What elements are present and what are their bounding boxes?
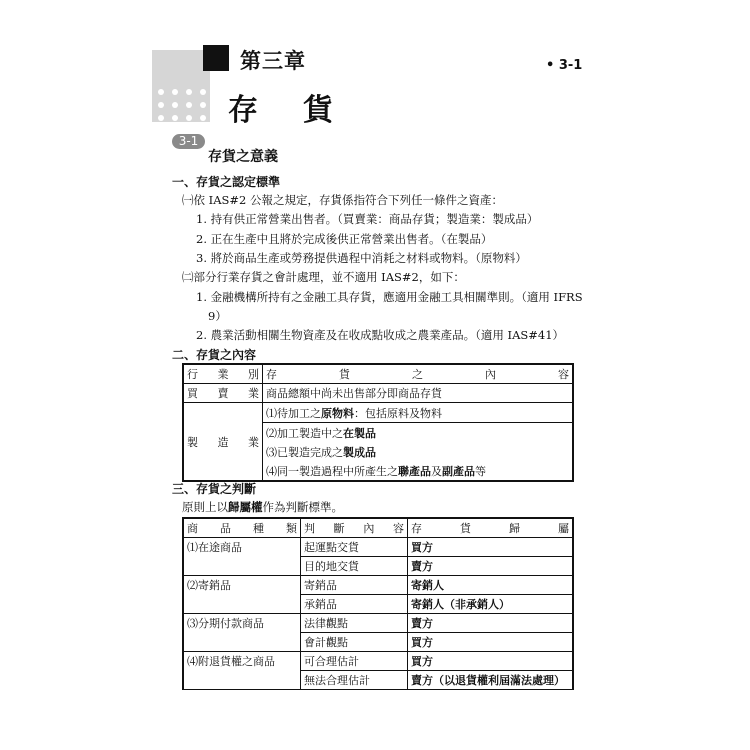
table-row: [183, 384, 573, 403]
ownership-cell: 買方: [408, 652, 574, 671]
table-header-row: [183, 364, 573, 384]
mfg-item-wip: ⑵加工製造中之在製品: [266, 427, 376, 440]
ownership-cell: 賣方（以退貨權利屆滿法處理）: [408, 671, 574, 690]
page-number: • 3-1: [546, 58, 583, 73]
criteria-cell: 會計觀點: [301, 633, 408, 652]
mfg-item-raw: ⑴待加工之原物料：包括原料及物料: [263, 403, 572, 423]
table-row: [183, 576, 573, 595]
table-row: [183, 538, 573, 557]
list-item-financial-cont: 9）: [208, 309, 227, 323]
criteria-cell: 無法合理估計: [301, 671, 408, 690]
dot-grid-decoration: [152, 87, 206, 123]
criteria-cell: 目的地交貨: [301, 557, 408, 576]
criteria-cell: 寄銷品: [301, 576, 408, 595]
section-title: 存貨之意義: [208, 149, 278, 165]
paragraph-ias2: ㈠依 IAS#2 公報之規定，存貨係指符合下列任一條件之資產：: [182, 193, 503, 207]
ownership-cell: 寄銷人: [408, 576, 574, 595]
content-manufacturing: [263, 403, 574, 482]
heading-inventory-content: 二、存貨之內容: [172, 348, 257, 362]
ownership-cell: 賣方: [408, 557, 574, 576]
industry-manufacturing: 製 造 業: [183, 403, 263, 482]
ownership-table: [182, 517, 574, 690]
criteria-cell: 可合理估計: [301, 652, 408, 671]
header-content: 存 貨 之 內 容: [263, 364, 574, 384]
goods-installment: ⑶分期付款商品: [183, 614, 301, 652]
industry-trading: 買 賣 業: [183, 384, 263, 403]
table-row: [183, 614, 573, 633]
table-row: [183, 403, 573, 482]
goods-consignment: ⑵寄銷品: [183, 576, 301, 614]
chapter-label: 第三章: [240, 48, 306, 73]
goods-return-right: ⑷附退貨權之商品: [183, 652, 301, 690]
chapter-title-part-2: 貨: [303, 93, 333, 128]
content-trading: 商品總額中尚未出售部分即商品存貨: [263, 384, 574, 403]
section-number-badge: 3-1: [172, 134, 205, 149]
judgment-intro: 原則上以歸屬權作為判斷標準。: [182, 500, 343, 514]
criteria-cell: 法律觀點: [301, 614, 408, 633]
list-item-1: 1. 持有供正常營業出售者。（買賣業：商品存貨；製造業：製成品）: [196, 212, 539, 226]
criteria-cell: 承銷品: [301, 595, 408, 614]
header-ownership: 存 貨 歸 屬: [408, 518, 574, 538]
chapter-title-part-1: 存: [228, 93, 260, 128]
ownership-cell: 買方: [408, 633, 574, 652]
table-row: [183, 652, 573, 671]
list-item-2: 2. 正在生產中且將於完成後供正常營業出售者。（在製品）: [196, 232, 493, 246]
chapter-marker-square: [203, 45, 229, 71]
ownership-cell: 寄銷人（非承銷人）: [408, 595, 574, 614]
heading-inventory-judgment: 三、存貨之判斷: [172, 482, 257, 496]
mfg-item-finished: ⑶已製造完成之製成品: [266, 446, 376, 459]
ownership-cell: 賣方: [408, 614, 574, 633]
ownership-cell: 買方: [408, 538, 574, 557]
list-item-financial: 1. 金融機構所持有之金融工具存貨，應適用金融工具相關準則。（適用 IFRS: [196, 290, 583, 304]
inventory-content-table: [182, 363, 574, 482]
list-item-agriculture: 2. 農業活動相關生物資產及在收成點收成之農業產品。（適用 IAS#41）: [196, 328, 565, 342]
list-item-3: 3. 將於商品生產或勞務提供過程中消耗之材料或物料。（原物料）: [196, 251, 527, 265]
table-header-row: [183, 518, 573, 538]
criteria-cell: 起運點交貨: [301, 538, 408, 557]
goods-in-transit: ⑴在途商品: [183, 538, 301, 576]
heading-recognition-criteria: 一、存貨之認定標準: [172, 175, 281, 189]
mfg-item-joint: ⑷同一製造過程中所產生之聯產品及副產品等: [266, 465, 486, 478]
paragraph-exclusions: ㈡部分行業存貨之會計處理，並不適用 IAS#2，如下：: [182, 270, 465, 284]
header-goods-type: 商 品 種 類: [183, 518, 301, 538]
header-industry: 行 業 別: [183, 364, 263, 384]
header-criteria: 判 斷 內 容: [301, 518, 408, 538]
